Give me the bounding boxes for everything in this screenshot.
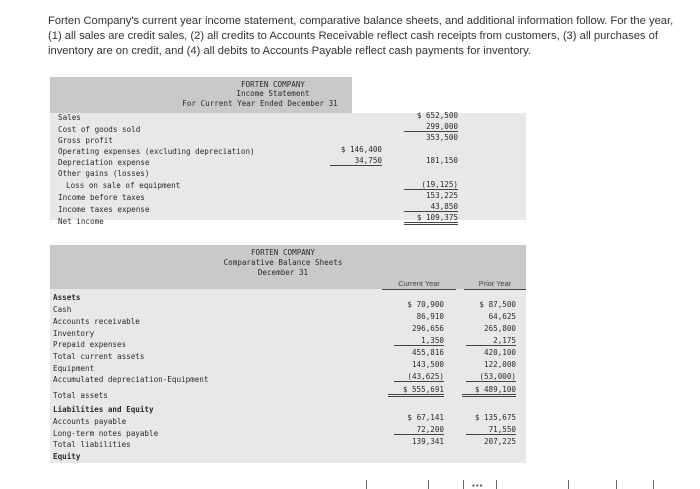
is-label-sales: Sales — [58, 113, 81, 122]
is-right-net-income: $ 109,375 — [404, 213, 458, 225]
bs-label-accounts-payable: Accounts payable — [53, 417, 127, 426]
bs-label-cash: Cash — [53, 305, 72, 314]
bs-cur-cash: $ 70,900 — [407, 300, 444, 309]
is-label-income-taxes: Income taxes expense — [58, 205, 150, 214]
is-mid-depreciation: 34,750 — [330, 156, 382, 166]
is-label-income-before-taxes: Income before taxes — [58, 193, 145, 202]
is-label-depreciation: Depreciation expense — [58, 158, 150, 167]
more-dots-icon[interactable]: ▪▪▪ — [472, 481, 484, 489]
bs-cur-inventory: 296,656 — [411, 324, 444, 333]
bs-title: Comparative Balance Sheets — [223, 258, 343, 267]
is-label-gross-profit: Gross profit — [58, 136, 113, 145]
is-label-net-income: Net income — [58, 217, 104, 226]
bs-cur-prepaid: 1,350 — [394, 336, 444, 346]
is-mid-opex: $ 146,400 — [340, 145, 382, 154]
is-label-cogs: Cost of goods sold — [58, 125, 141, 134]
is-right-loss-sale: (19,125) — [404, 180, 458, 190]
problem-intro: Forten Company's current year income statement, comparative balance sheets, and additional information follow. For the year, (1) all sales are credit sales, (2) all credits to Accounts Receivable reflect cash receipts from customers, (3) all purchases of inventory are on credit, and (4) all debits to Accounts Payable reflect cash payments for inventory. — [48, 15, 674, 57]
bs-label-total-current-assets: Total current assets — [53, 352, 145, 361]
bs-cur-equipment: 143,500 — [411, 360, 444, 369]
bs-label-total-assets: Total assets — [53, 391, 108, 400]
bs-label-equity: Equity — [53, 452, 81, 461]
is-title: Income Statement — [236, 89, 310, 98]
is-label-opex: Operating expenses (excluding depreciation) — [58, 147, 255, 156]
bs-cur-total-assets: $ 555,691 — [388, 385, 444, 397]
is-period: For Current Year Ended December 31 — [182, 99, 338, 108]
bs-cur-total-liabilities: 139,341 — [411, 437, 444, 446]
bs-label-inventory: Inventory — [53, 329, 95, 338]
is-right-total-opex: 181,150 — [425, 156, 458, 165]
bs-label-long-term-notes: Long-term notes payable — [53, 429, 159, 438]
bs-prior-long-term-notes: 71,550 — [466, 425, 516, 435]
bs-cur-accounts-receivable: 86,910 — [416, 312, 444, 321]
bs-prior-total-liabilities: 207,225 — [483, 437, 516, 446]
bs-label-prepaid: Prepaid expenses — [53, 340, 127, 349]
is-right-income-taxes: 43,850 — [404, 202, 458, 212]
bs-label-total-liabilities: Total liabilities — [53, 440, 131, 449]
bs-label-liabilities-equity: Liabilities and Equity — [53, 405, 154, 414]
bs-label-assets: Assets — [53, 293, 81, 302]
bs-prior-accum-depreciation: (53,000) — [466, 372, 516, 382]
bs-prior-accounts-payable: $ 135,675 — [474, 413, 516, 422]
bs-period: December 31 — [257, 268, 309, 277]
bs-label-equipment: Equipment — [53, 364, 95, 373]
is-company-name: FORTEN COMPANY — [240, 80, 305, 89]
is-right-sales: $ 652,500 — [416, 111, 458, 120]
bs-label-accounts-receivable: Accounts receivable — [53, 317, 140, 326]
bs-prior-total-assets: $ 489,100 — [462, 385, 516, 397]
is-label-loss-sale: Loss on sale of equipment — [66, 181, 181, 190]
is-right-cogs: 299,000 — [404, 122, 458, 132]
bs-company-name: FORTEN COMPANY — [250, 248, 315, 257]
is-right-income-before-taxes: 153,225 — [425, 191, 458, 200]
bs-prior-inventory: 265,800 — [483, 324, 516, 333]
bs-prior-prepaid: 2,175 — [466, 336, 516, 346]
bs-prior-total-current-assets: 420,100 — [483, 348, 516, 357]
bs-cur-long-term-notes: 72,200 — [394, 425, 444, 435]
bs-prior-cash: $ 87,500 — [479, 300, 516, 309]
bs-prior-accounts-receivable: 64,625 — [488, 312, 516, 321]
is-label-other-gains: Other gains (losses) — [58, 169, 150, 178]
cut-off-next-content — [48, 476, 698, 489]
bs-col-current-year: Current Year — [382, 279, 456, 290]
bs-cur-accum-depreciation: (43,625) — [394, 372, 444, 382]
is-right-gross-profit: 353,500 — [425, 133, 458, 142]
bs-cur-accounts-payable: $ 67,141 — [407, 413, 444, 422]
bs-col-prior-year: Prior Year — [464, 279, 526, 290]
bs-prior-equipment: 122,000 — [483, 360, 516, 369]
bs-label-accum-depreciation: Accumulated depreciation-Equipment — [53, 375, 209, 384]
bs-cur-total-current-assets: 455,816 — [411, 348, 444, 357]
